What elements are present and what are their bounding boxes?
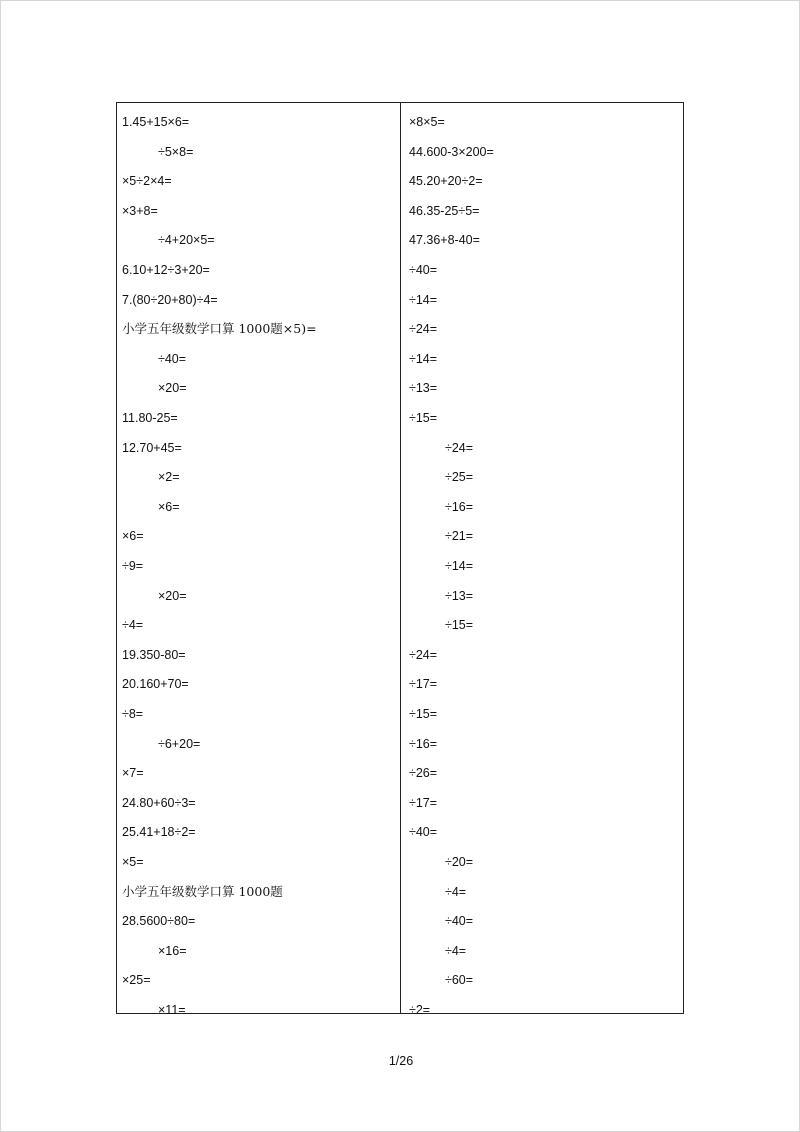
exercise-item: 45.20+20÷2= xyxy=(409,174,483,189)
exercise-item: ×5= xyxy=(122,855,144,869)
exercise-item: ×16= xyxy=(158,943,187,958)
exercise-item: 7.(80÷20+80)÷4= xyxy=(122,292,218,307)
exercise-item: ÷14= xyxy=(409,292,438,307)
exercise-item: 47.36+8-40= xyxy=(409,233,480,248)
exercise-item: ÷25= xyxy=(445,470,474,485)
exercise-item: ÷21= xyxy=(445,529,474,544)
exercise-item: 1.45+15×6= xyxy=(122,115,190,129)
exercise-item: 11.80-25= xyxy=(122,411,178,425)
exercise-item: ÷14= xyxy=(445,559,474,573)
exercise-item: ÷40= xyxy=(409,263,438,277)
exercise-item: 46.35-25÷5= xyxy=(409,203,480,218)
exercise-item: ÷8= xyxy=(122,707,144,721)
exercise-item: ÷17= xyxy=(409,677,438,692)
exercise-item: ÷60= xyxy=(445,973,474,988)
exercise-item: ÷40= xyxy=(445,914,474,929)
exercise-item: ÷26= xyxy=(409,766,438,781)
exercise-table xyxy=(116,102,684,1017)
exercise-item: ×20= xyxy=(158,381,187,396)
exercise-item: 25.41+18÷2= xyxy=(122,825,196,840)
exercise-item: ÷2= xyxy=(409,1003,431,1017)
exercise-item: ÷15= xyxy=(445,618,474,633)
exercise-item: 6.10+12÷3+20= xyxy=(122,263,210,277)
exercise-item: ×20= xyxy=(158,588,187,603)
exercise-item: ×6= xyxy=(122,529,144,544)
exercise-item: 28.5600÷80= xyxy=(122,914,196,929)
exercise-item: ÷5×8= xyxy=(158,144,194,159)
exercise-item: ÷15= xyxy=(409,411,438,425)
exercise-item: ÷24= xyxy=(409,647,438,662)
exercise-item: ÷15= xyxy=(409,707,438,721)
exercise-item: ÷20= xyxy=(445,855,474,869)
exercise-item: ×2= xyxy=(158,470,180,485)
exercise-item: ÷6+20= xyxy=(158,736,201,751)
exercise-item: ÷17= xyxy=(409,795,438,810)
exercise-item: ×7= xyxy=(122,766,144,781)
exercise-item: ÷24= xyxy=(409,322,438,337)
exercise-item: ÷16= xyxy=(409,736,438,751)
exercise-item: ×25= xyxy=(122,973,151,988)
exercise-item: ÷4= xyxy=(445,884,467,899)
exercise-item: ÷14= xyxy=(409,351,438,366)
exercise-item: ×11= xyxy=(158,1003,186,1017)
exercise-item: ÷9= xyxy=(122,559,144,573)
exercise-item: ÷16= xyxy=(445,499,474,514)
exercise-item: ÷4= xyxy=(122,618,144,633)
exercise-item: 小学五年级数学口算 1000题×5)= xyxy=(122,321,317,337)
exercise-item: ÷13= xyxy=(409,381,438,396)
exercise-item: 12.70+45= xyxy=(122,440,182,455)
exercise-item: 小学五年级数学口算 1000题 xyxy=(122,883,283,899)
exercise-item: ÷24= xyxy=(445,440,474,455)
exercise-item: ÷4= xyxy=(445,943,467,958)
exercise-item: 24.80+60÷3= xyxy=(122,795,196,810)
exercise-item: ×6= xyxy=(158,499,180,514)
exercise-item: 44.600-3×200= xyxy=(409,144,494,159)
exercise-item: ×5÷2×4= xyxy=(122,174,172,189)
exercise-item: 19.350-80= xyxy=(122,647,186,662)
exercise-item: ×8×5= xyxy=(409,115,445,129)
page-number: 1/26 xyxy=(388,1054,414,1068)
exercise-item: ÷40= xyxy=(409,825,438,840)
exercise-item: 20.160+70= xyxy=(122,677,189,692)
exercise-item: ÷40= xyxy=(158,351,187,366)
exercise-item: ÷13= xyxy=(445,588,474,603)
column-divider xyxy=(400,103,401,1013)
exercise-item: ×3+8= xyxy=(122,203,158,218)
exercise-item: ÷4+20×5= xyxy=(158,233,215,248)
